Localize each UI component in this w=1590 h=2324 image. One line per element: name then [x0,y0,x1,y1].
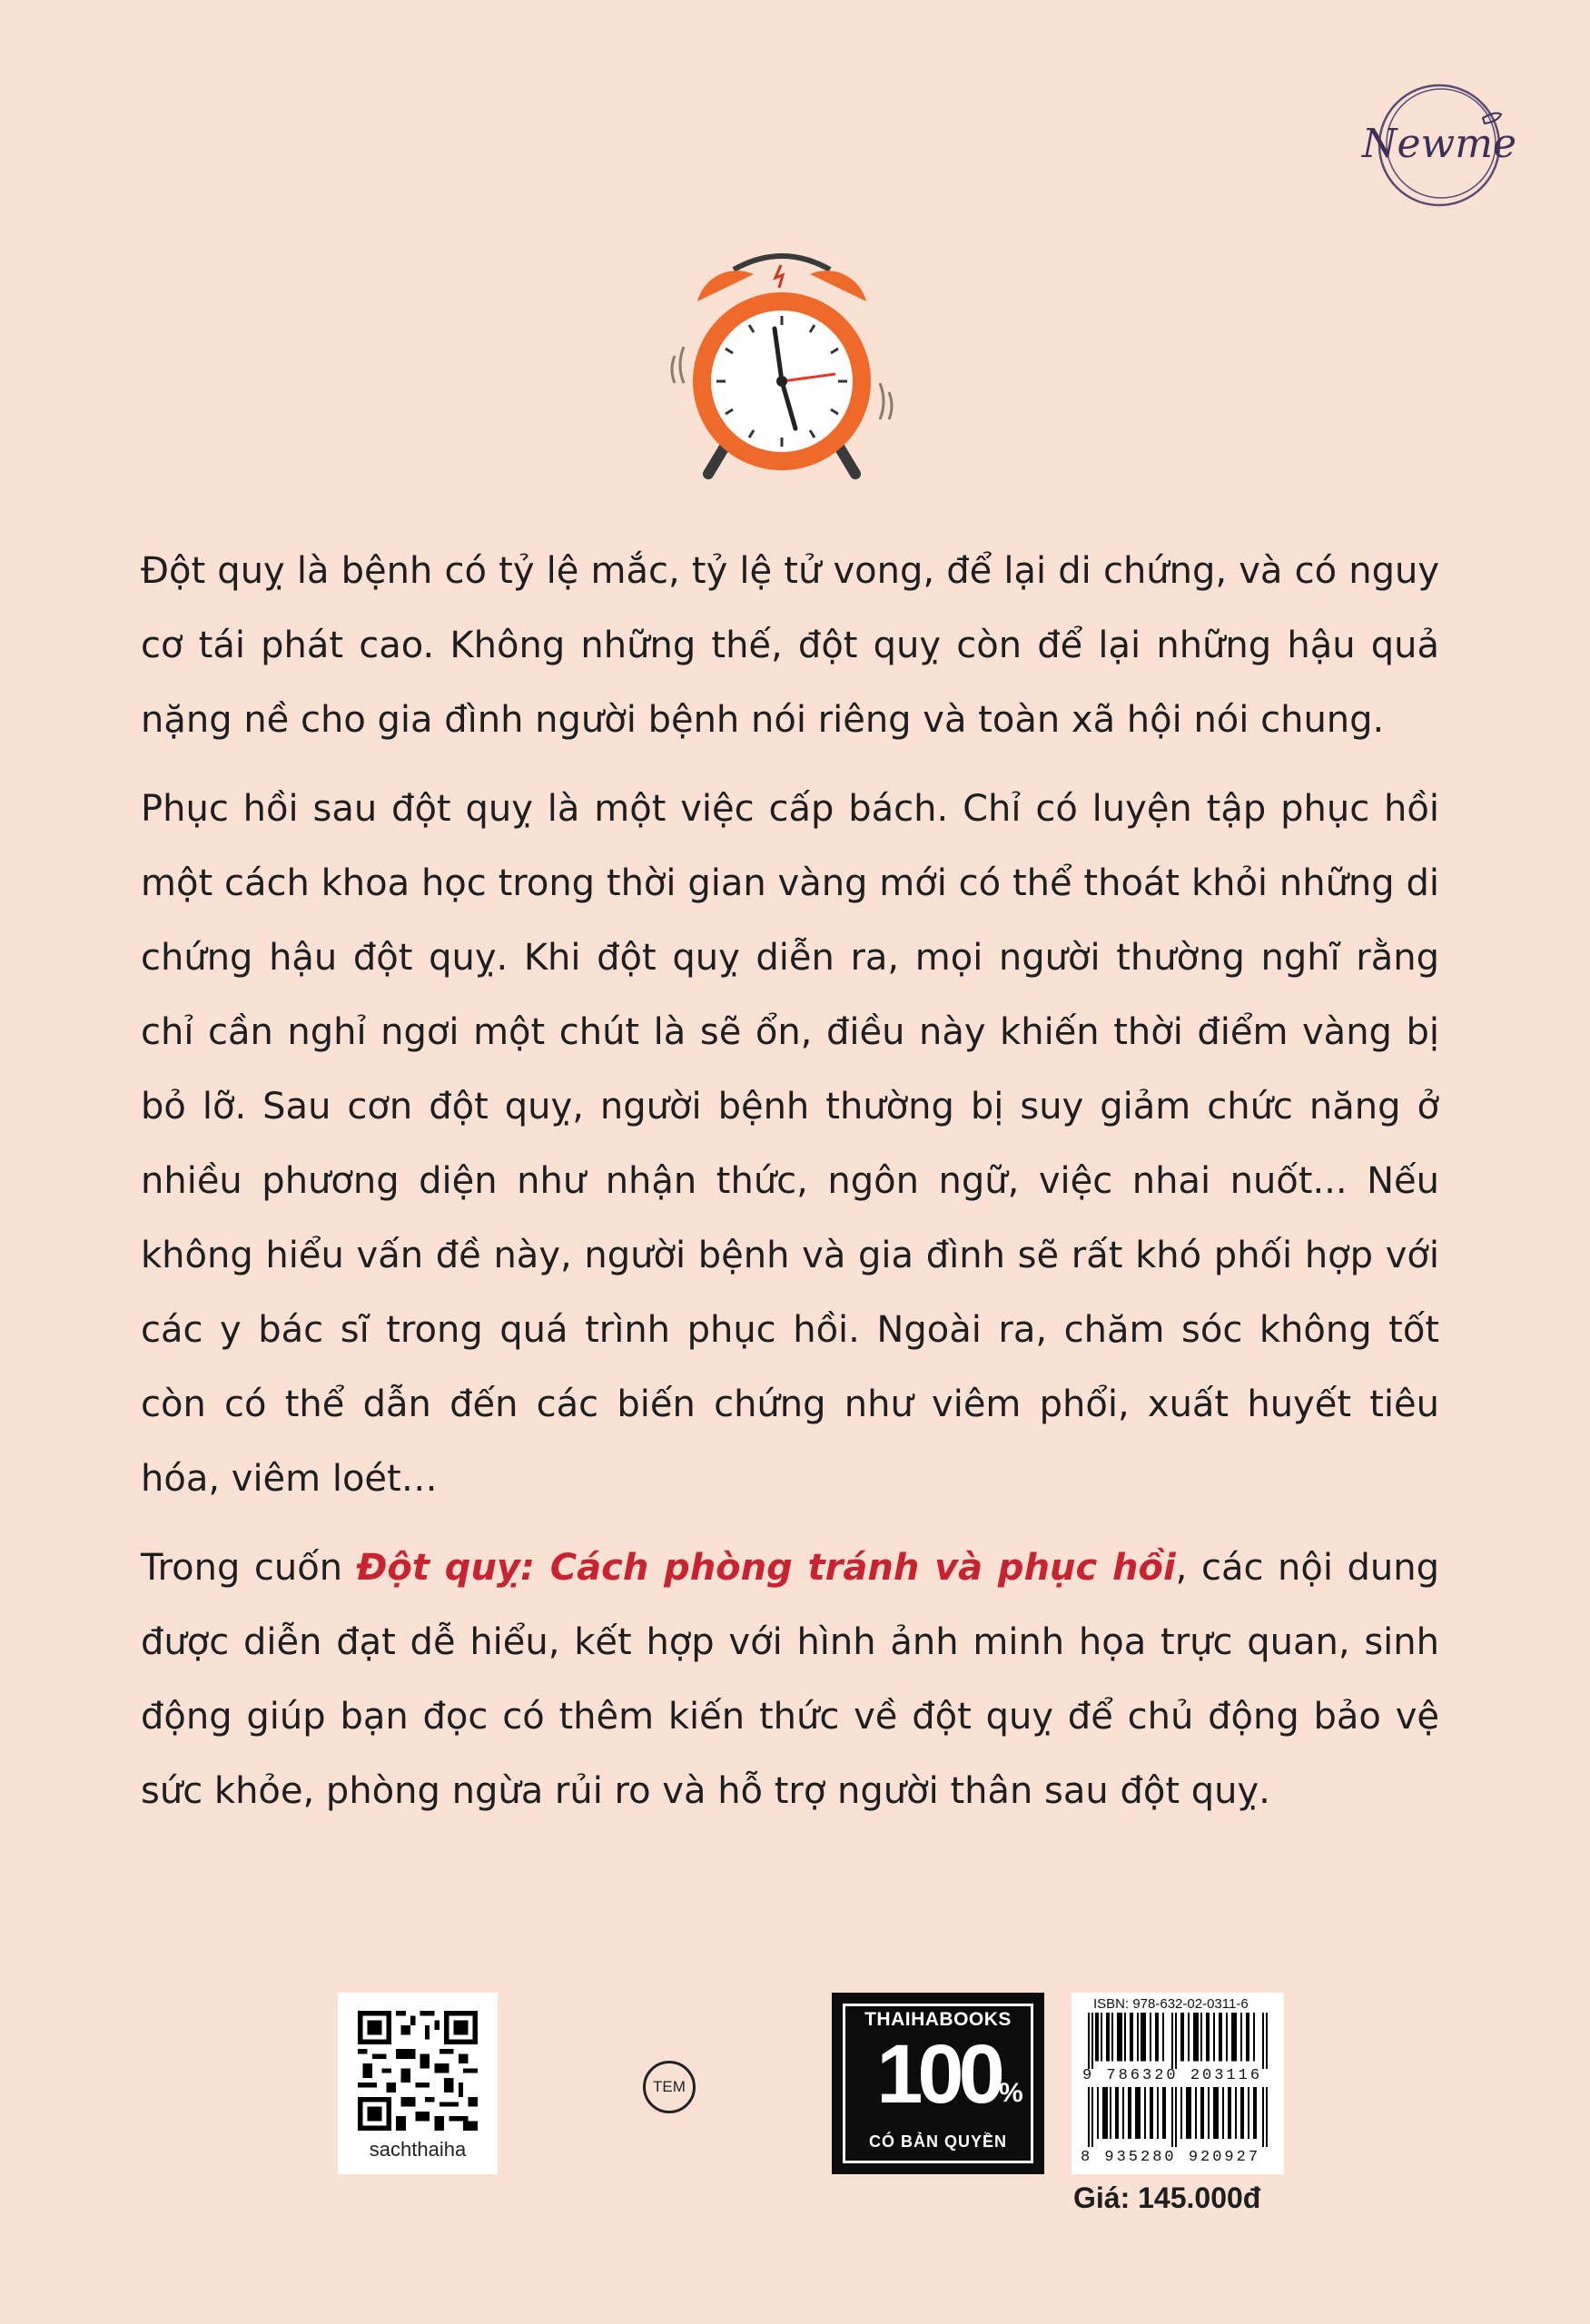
description-paragraph-1: Đột quỵ là bệnh có tỷ lệ mắc, tỷ lệ tử vong, để lại di chứng, và có nguy cơ tái phát cao. Không những thế, đột quỵ còn để lại những hậu quả nặng nề cho gia đình người bệnh nói riêng và toàn xã hội nói chung. [141,550,1439,741]
badge-number: 100 [876,2028,1000,2121]
copyright-badge [832,1993,1044,2174]
qr-code-icon [358,2011,478,2131]
authenticity-stamp: TEM [643,2061,696,2113]
price-label: Giá: 145.000đ [1073,2181,1261,2214]
ean-number: 8 935280 920927 [1081,2149,1261,2166]
description-paragraph-2: Phục hồi sau đột quỵ là một việc cấp bách. Chỉ có luyện tập phục hồi một cách khoa học trong thời gian vàng mới có thể thoát khỏi những di chứng hậu đột quỵ. Khi đột quỵ diễn ra, mọi người thường nghĩ rằng chỉ cần nghỉ ngơi một chút là sẽ ổn, điều này khiến thời điểm vàng bị bỏ lỡ. Sau cơn đột quỵ, người bệnh thường bị suy giảm chức năng ở nhiều phương diện như nhận thức, ngôn ngữ, việc nhai nuốt... Nếu không hiểu vấn đề này, người bệnh và gia đình sẽ rất khó phối hợp với các y bác sĩ trong quá trình phục hồi. Ngoài ra, chăm sóc không tốt còn có thể dẫn đến các biến chứng như viêm phổi, xuất huyết tiêu hóa, viêm loét… [141,788,1439,1500]
alarm-clock-illustration [670,238,894,492]
alarm-clock-icon [670,238,894,492]
paragraph-3-lead: Trong cuốn [141,1547,357,1589]
isbn-barcode-block [1072,1993,1284,2174]
book-title: Đột quỵ: Cách phòng tránh và phục hồi [356,1547,1176,1589]
newme-logo-icon [1362,77,1516,213]
isbn-barcode-icon [1088,2013,1269,2069]
badge-percent: % [999,2078,1023,2108]
badge-brand: THAIHABOOKS [864,2009,1012,2030]
qr-label: sachthaiha [369,2138,467,2161]
paragraph-3-rest: , các nội dung được diễn đạt dễ hiểu, kết hợp với hình ảnh minh họa trực quan, sinh động giúp bạn đọc có thêm kiến thức về đột quỵ để chủ động bảo vệ sức khỏe, phòng ngừa rủi ro và hỗ trợ người thân sau đột quỵ. [141,1547,1439,1812]
ean-barcode-icon [1088,2087,1269,2147]
logo-text: Newme [1362,121,1516,167]
qr-code-block[interactable] [338,1993,498,2174]
publisher-logo [1362,77,1516,213]
isbn-label: ISBN: 978-632-02-0311-6 [1093,1996,1249,2012]
badge-copyright-text: CÓ BẢN QUYỀN [868,2132,1007,2151]
book-description [141,534,1439,1843]
isbn-number: 9 786320 203116 [1082,2067,1263,2084]
description-paragraph-3 [141,1531,1439,1828]
